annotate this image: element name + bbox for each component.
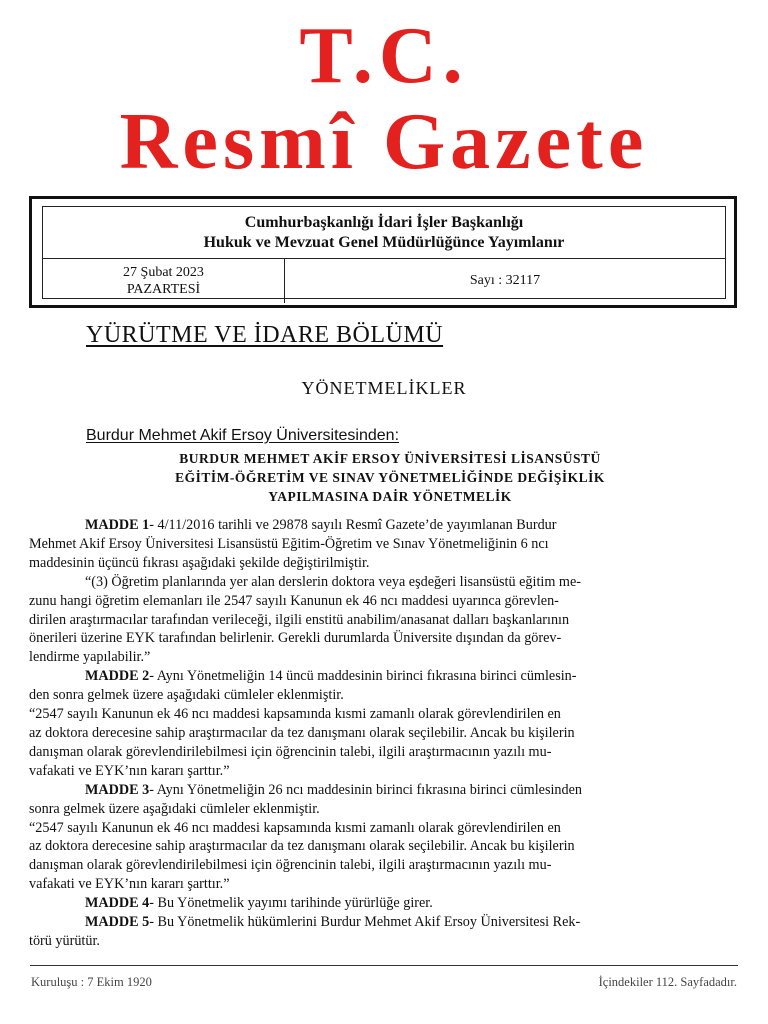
madde-3-quote-line: “2547 sayılı Kanunun ek 46 ncı maddesi kapsamında kısmi zamanlı olarak görevlendirilen en <box>29 819 561 836</box>
madde-3-line: sonra gelmek üzere aşağıdaki cümleler eklenmiştir. <box>29 800 320 817</box>
madde-2-text: - Aynı Yönetmeliğin 14 üncü maddesinin birinci fıkrasına birinci cümlesin- <box>149 668 577 685</box>
madde-1-line <box>29 516 739 535</box>
madde-2-line: den sonra gelmek üzere aşağıdaki cümleler eklenmiştir. <box>29 687 344 704</box>
madde-1-line: maddesinin üçüncü fıkrası aşağıdaki şekilde değiştirilmiştir. <box>29 554 370 571</box>
madde-1-quote-line: “(3) Öğretim planlarında yer alan derslerin doktora veya eşdeğeri lisansüstü eğitim me- <box>85 573 581 590</box>
madde-2-label: MADDE 2 <box>85 668 150 685</box>
madde-5-line <box>29 913 739 932</box>
madde-4-label: MADDE 4 <box>85 895 150 912</box>
regulation-title <box>110 449 670 506</box>
publication-info-box <box>29 196 737 308</box>
madde-3-label: MADDE 3 <box>85 781 150 798</box>
madde-2-quote-line: “2547 sayılı Kanunun ek 46 ncı maddesi kapsamında kısmi zamanlı olarak görevlendirilen en <box>29 706 561 723</box>
madde-1-text: - 4/11/2016 tarihli ve 29878 sayılı Resmî Gazete’de yayımlanan Burdur <box>149 517 557 533</box>
date-issue-row <box>43 259 725 303</box>
publication-date: 27 Şubat 2023 <box>123 265 204 280</box>
madde-1-quote-line: zunu hangi öğretim elemanları ile 2547 sayılı Kanunun ek 46 ncı maddesi uyarınca görevlen- <box>29 592 559 609</box>
regulation-issuer: Burdur Mehmet Akif Ersoy Üniversitesinden: <box>86 427 400 444</box>
issue-number: Sayı : 32117 <box>469 273 541 288</box>
madde-2-quote-line: az doktora derecesine sahip araştırmacılar da tez danışmanı olarak seçilebilir. Ancak bu kişilerin <box>29 724 575 741</box>
masthead-tc: T.C. <box>299 12 469 100</box>
regulation-title-line: YAPILMASINA DAİR YÖNETMELİK <box>268 489 512 504</box>
madde-2-quote-line: vafakati ve EYK’nın kararı şarttır.” <box>29 762 230 779</box>
footer-founded: Kuruluşu : 7 Ekim 1920 <box>31 975 152 989</box>
date-cell <box>43 259 285 303</box>
publisher-block <box>43 207 725 259</box>
madde-1-quote-line: önerileri üzerine EYK tarafından belirlenir. Gerekli durumlarda Üniversite dışından da görev- <box>29 630 562 647</box>
madde-2-quote-line: danışman olarak görevlendirilebilmesi için öğrencinin talebi, ilgili araştırmacının yazılı mu- <box>29 743 552 760</box>
madde-3-line <box>29 781 739 800</box>
madde-3-text: - Aynı Yönetmeliğin 26 ncı maddesinin birinci fıkrasına birinci cümlesinden <box>149 781 582 798</box>
regulation-title-line: BURDUR MEHMET AKİF ERSOY ÜNİVERSİTESİ LİSANSÜSTÜ <box>179 451 601 466</box>
publication-weekday: PAZARTESİ <box>126 282 201 297</box>
madde-5-label: MADDE 5 <box>85 914 150 931</box>
section-subtitle: YÖNETMELİKLER <box>301 378 467 398</box>
madde-1-label: MADDE 1 <box>85 517 150 533</box>
madde-3-quote-line: az doktora derecesine sahip araştırmacılar da tez danışmanı olarak seçilebilir. Ancak bu kişilerin <box>29 838 575 855</box>
publisher-line-2: Hukuk ve Mevzuat Genel Müdürlüğünce Yayımlanır <box>203 234 565 251</box>
madde-3-quote-line: vafakati ve EYK’nın kararı şarttır.” <box>29 876 230 893</box>
footer-contents-page: İçindekiler 112. Sayfadadır. <box>598 975 737 989</box>
info-box-inner <box>42 206 726 299</box>
madde-3-quote-line: danışman olarak görevlendirilebilmesi için öğrencinin talebi, ilgili araştırmacının yazılı mu- <box>29 857 552 874</box>
masthead-resmi-gazete: Resmî Gazete <box>119 98 649 186</box>
madde-1-quote-line: dirilen araştırmacılar tarafından verileceği, ilgili enstitü anabilim/anasanat dalları başkanlarının <box>29 611 570 628</box>
publisher-line-1: Cumhurbaşkanlığı İdari İşler Başkanlığı <box>244 214 524 231</box>
madde-4-text: - Bu Yönetmelik yayımı tarihinde yürürlüğe girer. <box>149 895 433 912</box>
section-title: YÜRÜTME VE İDARE BÖLÜMÜ <box>86 322 444 348</box>
madde-5-line: törü yürütür. <box>29 932 100 949</box>
madde-1-line: Mehmet Akif Ersoy Üniversitesi Lisansüstü Eğitim-Öğretim ve Sınav Yönetmeliğinin 6 ncı <box>29 535 549 552</box>
madde-2-line <box>29 667 739 686</box>
footer-divider <box>30 965 738 966</box>
madde-1-quote-line: lendirme yapılabilir.” <box>29 649 151 666</box>
madde-4-line <box>29 894 739 913</box>
madde-5-text: - Bu Yönetmelik hükümlerini Burdur Mehmet Akif Ersoy Üniversitesi Rek- <box>149 914 581 931</box>
regulation-title-line: EĞİTİM-ÖĞRETİM VE SINAV YÖNETMELİĞİNDE DEĞİŞİKLİK <box>175 470 605 485</box>
regulation-body <box>29 516 739 951</box>
